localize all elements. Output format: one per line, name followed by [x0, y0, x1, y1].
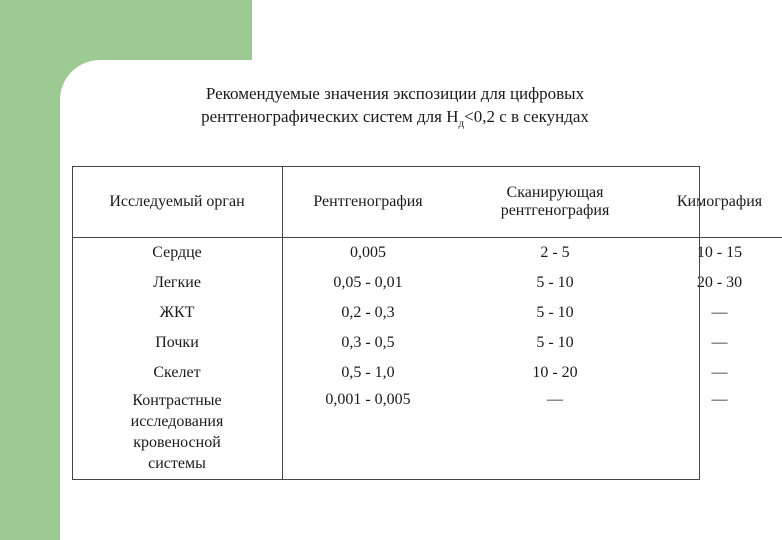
- title-line-2: [130, 105, 660, 135]
- cell-organ: Легкие: [72, 268, 283, 298]
- decor-green-sidebar: [0, 0, 60, 540]
- title-line-2-end: <0,2 с в секундах: [464, 107, 589, 126]
- cell-organ: Сердце: [72, 238, 283, 268]
- table-row: [72, 268, 782, 298]
- cell-radiography: 0,2 - 0,3: [341, 303, 395, 321]
- table-row: [72, 358, 782, 388]
- cell-scanning: 5 - 10: [536, 273, 574, 291]
- cell-radiography: 0,05 - 0,01: [333, 273, 403, 291]
- table-header-row: [72, 166, 782, 238]
- cell-radiography: 0,3 - 0,5: [341, 333, 395, 351]
- cell-scanning: 5 - 10: [536, 303, 574, 321]
- cell-scanning: 5 - 10: [536, 333, 574, 351]
- cell-kymography: —: [711, 303, 728, 321]
- cell-kymography: 10 - 15: [696, 243, 743, 261]
- cell-kymography: —: [711, 333, 728, 351]
- header-scanning-radiography: Сканирующая рентгенография: [453, 166, 657, 238]
- cell-organ: ЖКТ: [72, 298, 283, 328]
- cell-kymography: —: [711, 390, 728, 408]
- cell-organ: Контрастные исследования кровеносной системы: [72, 388, 283, 480]
- cell-scanning: 2 - 5: [540, 243, 570, 261]
- cell-organ: Скелет: [72, 358, 283, 388]
- table-row: [72, 328, 782, 358]
- exposure-table: [72, 166, 782, 480]
- title-subscript: д: [458, 117, 465, 130]
- title-line-1: Рекомендуемые значения экспозиции для цифровых: [205, 84, 585, 103]
- cell-radiography: 0,001 - 0,005: [325, 390, 411, 408]
- cell-radiography: 0,005: [350, 243, 386, 261]
- cell-radiography: 0,5 - 1,0: [341, 363, 395, 381]
- header-kymography: Кимография: [657, 166, 782, 238]
- table-row: [72, 388, 782, 480]
- title-line-2-start: рентгенографических систем для H: [201, 107, 459, 126]
- cell-scanning: —: [547, 390, 563, 408]
- cell-scanning: 10 - 20: [532, 363, 578, 381]
- cell-organ: Почки: [72, 328, 283, 358]
- header-organ: Исследуемый орган: [72, 166, 283, 238]
- table-row: [72, 298, 782, 328]
- cell-kymography: 20 - 30: [696, 273, 743, 291]
- cell-kymography: —: [711, 363, 728, 381]
- table-row: [72, 238, 782, 268]
- slide-title: [130, 82, 660, 135]
- header-radiography: Рентгенография: [283, 166, 454, 238]
